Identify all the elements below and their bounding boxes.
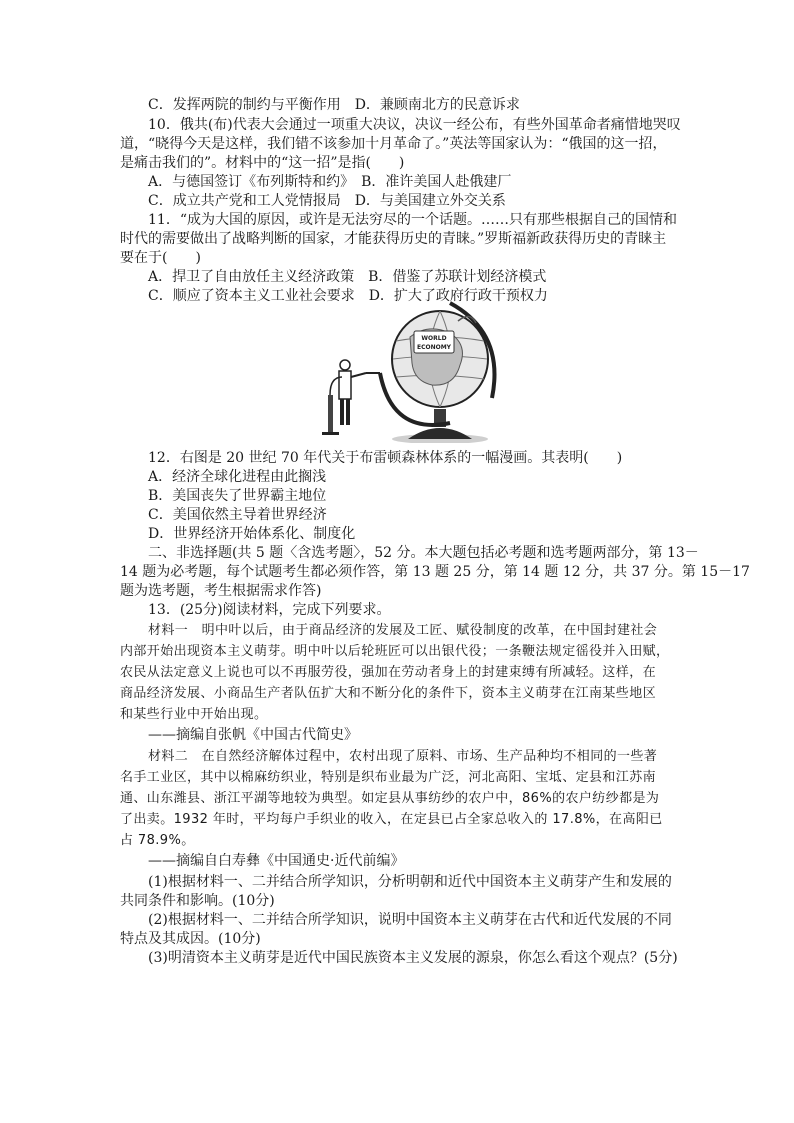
q12-option-d: D．世界经济开始体系化、制度化 — [148, 526, 356, 542]
q13-question-2-cont: 特点及其成因。(10分) — [120, 931, 261, 947]
section-two-line: 14 题为必考题，每个试题考生都必须作答，第 13 题 25 分，第 14 题 12 分，共 37 分。第 15－17 — [120, 564, 750, 580]
material-two-line: 名手工业区，其中以棉麻纺织业，特别是织布业最为广泛，河北高阳、宝坻、定县和江苏南 — [120, 770, 657, 785]
bretton-woods-cartoon — [300, 293, 530, 443]
material-two-line: 了出卖。1932 年时，平均每户手织业的收入，在定县已占全家总收入的 17.8%，在高阳已 — [120, 812, 663, 827]
material-one-line: 商品经济发展、小商品生产者队伍扩大和不断分化的条件下，资本主义萌芽在江南某些地区 — [120, 686, 657, 701]
q11-option-line: A．捍卫了自由放任主义经济政策 B．借鉴了苏联计划经济模式 — [148, 269, 547, 285]
q11-option-line: C．顺应了资本主义工业社会要求 D．扩大了政府行政干预权力 — [148, 288, 548, 304]
q9-options-cd: C．发挥两院的制约与平衡作用 D．兼顾南北方的民意诉求 — [148, 97, 520, 113]
section-two-heading: 二、非选择题(共 5 题〈含选考题〉，52 分。本大题包括必考题和选考题两部分，第 13－ — [148, 545, 699, 561]
q13-question-1: (1)根据材料一、二并结合所学知识，分析明朝和近代中国资本主义萌芽产生和发展的 — [148, 874, 672, 890]
globe-label-economy: ECONOMY — [416, 344, 452, 351]
q13-question-1-cont: 共同条件和影响。(10分) — [120, 893, 275, 909]
q12-option-b: B．美国丧失了世界霸主地位 — [148, 488, 327, 504]
material-one-line: 材料一 明中叶以后，由于商品经济的发展及工匠、赋役制度的改革，在中国封建社会 — [148, 623, 658, 638]
material-two-source: ——摘编自白寿彝《中国通史·近代前编》 — [148, 853, 405, 869]
material-two-line: 材料二 在自然经济解体过程中，农村出现了原料、市场、生产品种均不相同的一些著 — [148, 749, 658, 764]
q12-option-a: A．经济全球化进程由此搁浅 — [148, 469, 327, 485]
q10-stem-line: 10．俄共(布)代表大会通过一项重大决议，决议一经公布，有些外国革命者痛惜地哭叹 — [148, 117, 681, 133]
section-two-line: 题为选考题，考生根据需求作答) — [120, 583, 322, 599]
q11-stem-line: 11．“成为大国的原因，或许是无法穷尽的一个话题。……只有那些根据自己的国情和 — [148, 212, 677, 228]
q10-option-line: A．与德国签订《布列斯特和约》 B．准许美国人赴俄建厂 — [148, 174, 512, 190]
q10-stem-line: 道，“晓得今天是这样，我们错不该参加十月革命了。”英法等国家认为：“俄国的这一招， — [120, 136, 667, 152]
material-one-line: 农民从法定意义上说也可以不再服劳役，强加在劳动者身上的封建束缚有所减轻。这样，在 — [120, 665, 657, 680]
material-one-line: 和某些行业中开始出现。 — [120, 707, 268, 722]
material-two-line: 通、山东潍县、浙江平湖等地较为典型。如定县从事纺纱的农户中，86%的农户纺纱都是为 — [120, 791, 660, 806]
q10-stem-line: 是痛击我们的”。材料中的“这一招”是指( ) — [120, 155, 405, 171]
q10-option-line: C．成立共产党和工人党情报局 D．与美国建立外交关系 — [148, 193, 506, 209]
material-one-line: 内部开始出现资本主义萌芽。明中叶以后轮班匠可以出银代役；一条鞭法规定徭役并入田赋， — [120, 644, 670, 659]
q11-stem-line: 要在于( ) — [120, 250, 201, 266]
q13-intro: 13．(25分)阅读材料，完成下列要求。 — [148, 602, 391, 618]
q12-stem: 12．右图是 20 世纪 70 年代关于布雷顿森林体系的一幅漫画。其表明( ) — [148, 450, 623, 466]
material-two-line: 占 78.9%。 — [120, 833, 195, 848]
q13-question-2: (2)根据材料一、二并结合所学知识，说明中国资本主义萌芽在古代和近代发展的不同 — [148, 912, 672, 928]
material-one-source: ——摘编自张帆《中国古代简史》 — [148, 727, 358, 743]
q11-stem-line: 时代的需要做出了战略判断的国家，才能获得历史的青睐。”罗斯福新政获得历史的青睐主 — [120, 231, 667, 247]
q12-option-c: C．美国依然主导着世界经济 — [148, 507, 327, 523]
globe-label-world: WORLD — [421, 335, 447, 342]
q13-question-3: (3)明清资本主义萌芽是近代中国民族资本主义发展的源泉，你怎么看这个观点？(5分) — [148, 950, 678, 966]
